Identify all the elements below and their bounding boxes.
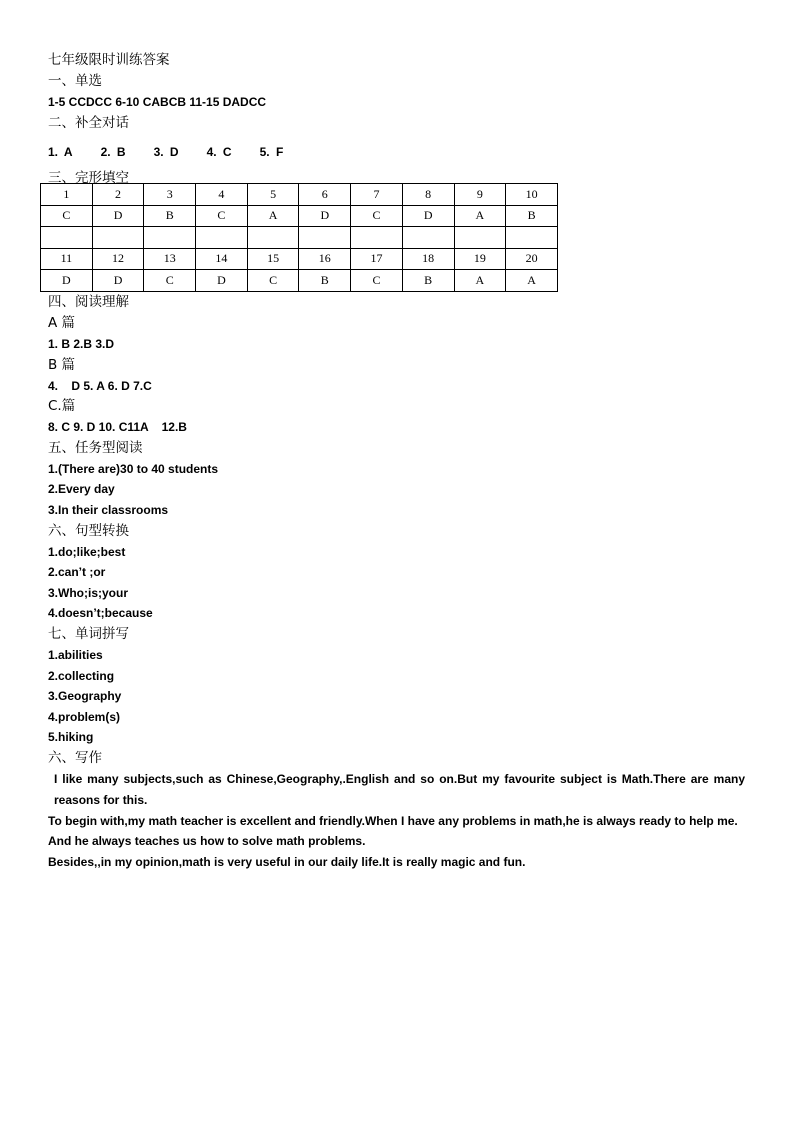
table-cell: 18	[402, 248, 454, 270]
section-heading-dialogue: 二、补全对话	[48, 114, 129, 131]
table-cell: 1	[41, 184, 93, 206]
list-item: 4.doesn’t;because	[48, 606, 153, 621]
table-cell: C	[41, 205, 93, 227]
dialogue-answer: 1. A	[48, 144, 73, 159]
table-cell: 4	[196, 184, 248, 206]
table-row	[41, 227, 558, 249]
table-cell: 7	[351, 184, 403, 206]
table-cell	[351, 227, 403, 249]
cloze-answer-table	[40, 183, 558, 292]
table-cell: D	[92, 270, 144, 292]
table-cell: C	[196, 205, 248, 227]
table-cell: 8	[402, 184, 454, 206]
list-item: 1.do;like;best	[48, 544, 126, 559]
section-heading-writing: 六、写作	[48, 749, 102, 766]
table-cell: 15	[247, 248, 299, 270]
dialogue-answer: 5. F	[259, 144, 284, 159]
essay-paragraph: To begin with,my math teacher is excellent and friendly.When I have any problems in math,he is always ready to help me.	[48, 813, 738, 828]
dialogue-answers	[48, 142, 748, 163]
table-cell: 11	[41, 248, 93, 270]
table-cell: 12	[92, 248, 144, 270]
table-cell: A	[454, 205, 506, 227]
table-cell: 16	[299, 248, 351, 270]
reading-answers-b: 4. D 5. A 6. D 7.C	[48, 378, 152, 393]
table-cell: 19	[454, 248, 506, 270]
table-cell: 5	[247, 184, 299, 206]
section-heading-reading: 四、阅读理解	[48, 294, 129, 310]
table-cell: D	[402, 205, 454, 227]
table-cell	[247, 227, 299, 249]
table-cell: 2	[92, 184, 144, 206]
essay-paragraph: I like many subjects,such as Chinese,Geography,.English and so on.But my favourite subject is Math.There are many reasons for this.	[54, 771, 745, 807]
table-row	[41, 270, 558, 292]
answer-sheet	[48, 50, 748, 870]
table-cell: A	[247, 205, 299, 227]
table-row	[41, 205, 558, 227]
list-item: 5.hiking	[48, 730, 94, 745]
reading-answers-a: 1. B 2.B 3.D	[48, 337, 115, 351]
table-cell: C	[247, 270, 299, 292]
list-item: 3.Geography	[48, 689, 122, 704]
section-heading-single-choice: 一、单选	[48, 73, 102, 89]
table-cell	[299, 227, 351, 249]
table-cell: C	[351, 205, 403, 227]
table-cell	[196, 227, 248, 249]
table-cell: 3	[144, 184, 196, 206]
table-cell: 9	[454, 184, 506, 206]
dialogue-answer: 3. D	[153, 144, 179, 159]
table-cell: C	[144, 270, 196, 292]
table-cell: A	[506, 270, 558, 292]
list-item: 2.Every day	[48, 482, 115, 497]
list-item: 1.abilities	[48, 647, 103, 662]
table-cell: C	[351, 270, 403, 292]
table-cell	[454, 227, 506, 249]
table-cell: B	[299, 270, 351, 292]
passage-label-c: C.篇	[48, 398, 76, 415]
page-title: 七年级限时训练答案	[48, 52, 170, 68]
essay-paragraph: And he always teaches us how to solve math problems.	[48, 834, 366, 849]
table-cell: A	[454, 270, 506, 292]
reading-answers-c: 8. C 9. D 10. C11A 12.B	[48, 420, 187, 435]
list-item: 3.In their classrooms	[48, 502, 169, 517]
table-cell: D	[41, 270, 93, 292]
dialogue-answer: 4. C	[206, 144, 232, 159]
table-cell	[506, 227, 558, 249]
passage-label-b: B 篇	[48, 356, 76, 373]
table-cell: B	[144, 205, 196, 227]
table-cell: D	[299, 205, 351, 227]
table-cell: 20	[506, 248, 558, 270]
essay-paragraph: Besides,,in my opinion,math is very useful in our daily life.It is really magic and fun.	[48, 855, 526, 870]
section-heading-cloze: 三、完形填空	[48, 170, 129, 187]
list-item: 1.(There are)30 to 40 students	[48, 461, 219, 476]
section-heading-task-reading: 五、任务型阅读	[48, 439, 143, 456]
single-choice-answers: 1-5 CCDCC 6-10 CABCB 11-15 DADCC	[48, 95, 267, 109]
table-cell: B	[506, 205, 558, 227]
table-row	[41, 184, 558, 206]
table-cell	[144, 227, 196, 249]
table-cell: 14	[196, 248, 248, 270]
list-item: 3.Who;is;your	[48, 585, 128, 600]
table-cell: 13	[144, 248, 196, 270]
table-cell: D	[92, 205, 144, 227]
dialogue-answer: 2. B	[100, 144, 126, 159]
list-item: 4.problem(s)	[48, 709, 121, 724]
list-item: 2.can’t ;or	[48, 565, 106, 580]
table-cell: 10	[506, 184, 558, 206]
table-cell: D	[196, 270, 248, 292]
list-item: 2.collecting	[48, 668, 115, 683]
table-cell	[92, 227, 144, 249]
table-cell: 6	[299, 184, 351, 206]
answers-continued	[48, 292, 748, 873]
table-cell	[41, 227, 93, 249]
passage-label-a: A 篇	[48, 315, 76, 331]
table-cell	[402, 227, 454, 249]
table-cell: 17	[351, 248, 403, 270]
section-heading-sentence-transform: 六、句型转换	[48, 522, 129, 539]
section-heading-spelling: 七、单词拼写	[48, 625, 129, 642]
writing-essay	[48, 769, 745, 873]
table-cell: B	[402, 270, 454, 292]
table-row	[41, 248, 558, 270]
